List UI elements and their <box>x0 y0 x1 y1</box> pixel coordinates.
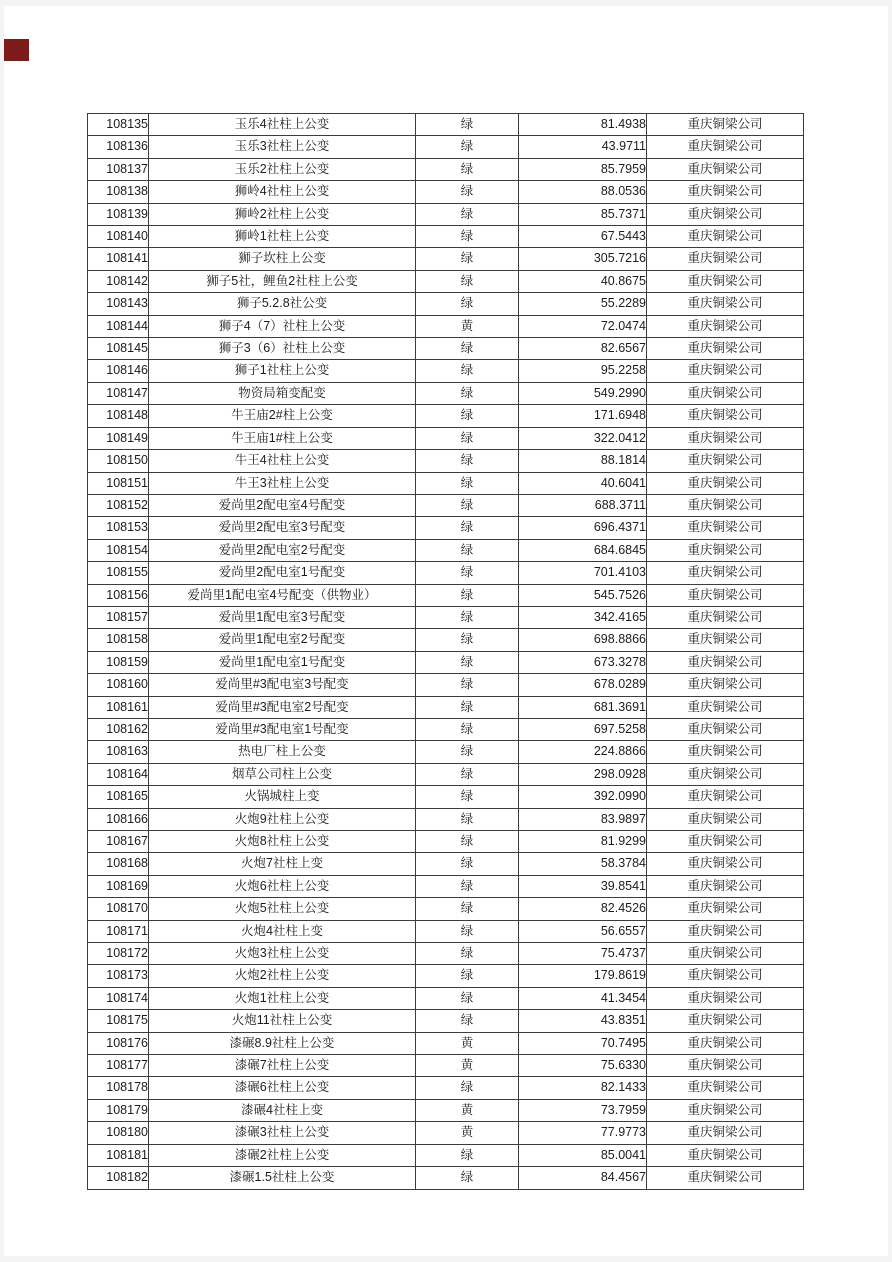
cell-value: 549.2990 <box>519 382 647 404</box>
cell-status: 绿 <box>416 382 519 404</box>
cell-id: 108139 <box>88 203 149 225</box>
cell-value: 95.2258 <box>519 360 647 382</box>
table-row <box>88 584 804 606</box>
cell-value: 83.9897 <box>519 808 647 830</box>
cell-value: 697.5258 <box>519 718 647 740</box>
cell-value: 75.6330 <box>519 1055 647 1077</box>
cell-name: 火锅城柱上变 <box>149 786 416 808</box>
table-row <box>88 696 804 718</box>
cell-value: 305.7216 <box>519 248 647 270</box>
cell-id: 108171 <box>88 920 149 942</box>
cell-value: 75.4737 <box>519 943 647 965</box>
cell-value: 81.9299 <box>519 831 647 853</box>
cell-company: 重庆铜梁公司 <box>647 741 804 763</box>
cell-name: 火炮5社柱上公变 <box>149 898 416 920</box>
cell-id: 108166 <box>88 808 149 830</box>
cell-status: 绿 <box>416 696 519 718</box>
cell-name: 爱尚里#3配电室3号配变 <box>149 674 416 696</box>
cell-name: 狮岭1社柱上公变 <box>149 226 416 248</box>
table-row <box>88 853 804 875</box>
cell-company: 重庆铜梁公司 <box>647 405 804 427</box>
cell-company: 重庆铜梁公司 <box>647 696 804 718</box>
cell-status: 绿 <box>416 360 519 382</box>
cell-status: 绿 <box>416 584 519 606</box>
table-row <box>88 763 804 785</box>
table-row <box>88 382 804 404</box>
cell-name: 火炮9社柱上公变 <box>149 808 416 830</box>
cell-status: 绿 <box>416 875 519 897</box>
corner-marker <box>4 39 29 61</box>
cell-id: 108174 <box>88 987 149 1009</box>
cell-company: 重庆铜梁公司 <box>647 427 804 449</box>
cell-value: 85.7959 <box>519 158 647 180</box>
cell-value: 696.4371 <box>519 517 647 539</box>
cell-company: 重庆铜梁公司 <box>647 1122 804 1144</box>
cell-status: 黄 <box>416 1122 519 1144</box>
cell-id: 108147 <box>88 382 149 404</box>
cell-name: 漆碾7社柱上公变 <box>149 1055 416 1077</box>
table-row <box>88 831 804 853</box>
table-row <box>88 472 804 494</box>
cell-company: 重庆铜梁公司 <box>647 808 804 830</box>
cell-id: 108164 <box>88 763 149 785</box>
cell-name: 狮子5社，鲤鱼2社柱上公变 <box>149 270 416 292</box>
cell-status: 绿 <box>416 763 519 785</box>
cell-status: 绿 <box>416 248 519 270</box>
table-row <box>88 1077 804 1099</box>
cell-name: 爱尚里1配电室2号配变 <box>149 629 416 651</box>
table-row <box>88 674 804 696</box>
cell-value: 179.8619 <box>519 965 647 987</box>
cell-name: 狮子4（7）社柱上公变 <box>149 315 416 337</box>
cell-company: 重庆铜梁公司 <box>647 1032 804 1054</box>
cell-status: 绿 <box>416 786 519 808</box>
cell-id: 108159 <box>88 651 149 673</box>
document-page <box>4 6 888 1256</box>
cell-name: 玉乐2社柱上公变 <box>149 158 416 180</box>
cell-id: 108176 <box>88 1032 149 1054</box>
table-row <box>88 293 804 315</box>
cell-name: 爱尚里#3配电室1号配变 <box>149 718 416 740</box>
table-row <box>88 741 804 763</box>
cell-name: 牛王3社柱上公变 <box>149 472 416 494</box>
cell-status: 绿 <box>416 270 519 292</box>
cell-id: 108142 <box>88 270 149 292</box>
cell-status: 绿 <box>416 943 519 965</box>
cell-status: 绿 <box>416 158 519 180</box>
table-row <box>88 875 804 897</box>
cell-id: 108137 <box>88 158 149 180</box>
cell-status: 绿 <box>416 338 519 360</box>
cell-name: 爱尚里1配电室1号配变 <box>149 651 416 673</box>
cell-status: 绿 <box>416 965 519 987</box>
cell-name: 牛王庙1#柱上公变 <box>149 427 416 449</box>
cell-id: 108160 <box>88 674 149 696</box>
cell-value: 392.0990 <box>519 786 647 808</box>
cell-company: 重庆铜梁公司 <box>647 965 804 987</box>
cell-status: 绿 <box>416 405 519 427</box>
table-row <box>88 517 804 539</box>
cell-company: 重庆铜梁公司 <box>647 136 804 158</box>
cell-value: 85.7371 <box>519 203 647 225</box>
cell-value: 77.9773 <box>519 1122 647 1144</box>
cell-company: 重庆铜梁公司 <box>647 629 804 651</box>
cell-id: 108167 <box>88 831 149 853</box>
table-row <box>88 181 804 203</box>
cell-name: 狮子坎柱上公变 <box>149 248 416 270</box>
cell-status: 绿 <box>416 562 519 584</box>
cell-company: 重庆铜梁公司 <box>647 718 804 740</box>
cell-company: 重庆铜梁公司 <box>647 203 804 225</box>
cell-status: 绿 <box>416 629 519 651</box>
cell-value: 545.7526 <box>519 584 647 606</box>
cell-status: 绿 <box>416 203 519 225</box>
cell-value: 688.3711 <box>519 494 647 516</box>
cell-value: 224.8866 <box>519 741 647 763</box>
cell-id: 108157 <box>88 606 149 628</box>
cell-id: 108162 <box>88 718 149 740</box>
cell-name: 漆碾2社柱上公变 <box>149 1144 416 1166</box>
cell-status: 黄 <box>416 1032 519 1054</box>
cell-status: 绿 <box>416 606 519 628</box>
cell-value: 72.0474 <box>519 315 647 337</box>
cell-company: 重庆铜梁公司 <box>647 875 804 897</box>
cell-id: 108169 <box>88 875 149 897</box>
cell-name: 爱尚里2配电室3号配变 <box>149 517 416 539</box>
cell-name: 爱尚里2配电室4号配变 <box>149 494 416 516</box>
cell-status: 绿 <box>416 450 519 472</box>
cell-id: 108158 <box>88 629 149 651</box>
cell-id: 108148 <box>88 405 149 427</box>
cell-company: 重庆铜梁公司 <box>647 674 804 696</box>
table-row <box>88 987 804 1009</box>
cell-company: 重庆铜梁公司 <box>647 1167 804 1189</box>
cell-value: 88.0536 <box>519 181 647 203</box>
cell-company: 重庆铜梁公司 <box>647 114 804 136</box>
cell-name: 火炮3社柱上公变 <box>149 943 416 965</box>
table-row <box>88 943 804 965</box>
cell-id: 108180 <box>88 1122 149 1144</box>
cell-company: 重庆铜梁公司 <box>647 898 804 920</box>
cell-value: 40.8675 <box>519 270 647 292</box>
table-row <box>88 606 804 628</box>
cell-status: 绿 <box>416 1077 519 1099</box>
cell-name: 爱尚里2配电室2号配变 <box>149 539 416 561</box>
cell-id: 108179 <box>88 1099 149 1121</box>
cell-name: 爱尚里1配电室3号配变 <box>149 606 416 628</box>
cell-company: 重庆铜梁公司 <box>647 158 804 180</box>
cell-company: 重庆铜梁公司 <box>647 248 804 270</box>
cell-id: 108141 <box>88 248 149 270</box>
cell-company: 重庆铜梁公司 <box>647 517 804 539</box>
cell-status: 绿 <box>416 517 519 539</box>
transformer-table-body <box>88 114 804 1190</box>
cell-id: 108151 <box>88 472 149 494</box>
cell-name: 漆碾1.5社柱上公变 <box>149 1167 416 1189</box>
cell-company: 重庆铜梁公司 <box>647 494 804 516</box>
cell-company: 重庆铜梁公司 <box>647 943 804 965</box>
cell-company: 重庆铜梁公司 <box>647 539 804 561</box>
table-row <box>88 1055 804 1077</box>
cell-status: 绿 <box>416 651 519 673</box>
cell-company: 重庆铜梁公司 <box>647 360 804 382</box>
cell-value: 681.3691 <box>519 696 647 718</box>
cell-company: 重庆铜梁公司 <box>647 987 804 1009</box>
cell-status: 绿 <box>416 427 519 449</box>
cell-status: 绿 <box>416 987 519 1009</box>
cell-id: 108153 <box>88 517 149 539</box>
table-row <box>88 203 804 225</box>
cell-id: 108149 <box>88 427 149 449</box>
cell-status: 黄 <box>416 1055 519 1077</box>
cell-id: 108175 <box>88 1010 149 1032</box>
cell-status: 绿 <box>416 494 519 516</box>
cell-status: 绿 <box>416 741 519 763</box>
table-row <box>88 427 804 449</box>
cell-id: 108178 <box>88 1077 149 1099</box>
cell-id: 108168 <box>88 853 149 875</box>
cell-name: 火炮8社柱上公变 <box>149 831 416 853</box>
cell-name: 爱尚里1配电室4号配变（供物业） <box>149 584 416 606</box>
cell-status: 绿 <box>416 1144 519 1166</box>
cell-id: 108161 <box>88 696 149 718</box>
table-row <box>88 920 804 942</box>
cell-value: 82.4526 <box>519 898 647 920</box>
table-row <box>88 226 804 248</box>
cell-company: 重庆铜梁公司 <box>647 315 804 337</box>
table-row <box>88 494 804 516</box>
cell-name: 狮岭2社柱上公变 <box>149 203 416 225</box>
cell-value: 39.8541 <box>519 875 647 897</box>
cell-id: 108146 <box>88 360 149 382</box>
cell-id: 108145 <box>88 338 149 360</box>
cell-name: 狮子5.2.8社公变 <box>149 293 416 315</box>
cell-id: 108150 <box>88 450 149 472</box>
cell-id: 108136 <box>88 136 149 158</box>
cell-id: 108163 <box>88 741 149 763</box>
cell-value: 85.0041 <box>519 1144 647 1166</box>
cell-status: 绿 <box>416 114 519 136</box>
cell-status: 绿 <box>416 293 519 315</box>
cell-company: 重庆铜梁公司 <box>647 270 804 292</box>
cell-company: 重庆铜梁公司 <box>647 472 804 494</box>
cell-id: 108173 <box>88 965 149 987</box>
table-row <box>88 718 804 740</box>
cell-status: 绿 <box>416 831 519 853</box>
cell-value: 171.6948 <box>519 405 647 427</box>
cell-company: 重庆铜梁公司 <box>647 584 804 606</box>
cell-value: 84.4567 <box>519 1167 647 1189</box>
cell-id: 108156 <box>88 584 149 606</box>
cell-name: 火炮7社柱上变 <box>149 853 416 875</box>
cell-value: 70.7495 <box>519 1032 647 1054</box>
cell-value: 322.0412 <box>519 427 647 449</box>
cell-value: 58.3784 <box>519 853 647 875</box>
table-row <box>88 270 804 292</box>
cell-company: 重庆铜梁公司 <box>647 651 804 673</box>
cell-status: 绿 <box>416 226 519 248</box>
cell-value: 81.4938 <box>519 114 647 136</box>
cell-id: 108135 <box>88 114 149 136</box>
table-row <box>88 651 804 673</box>
cell-company: 重庆铜梁公司 <box>647 226 804 248</box>
cell-company: 重庆铜梁公司 <box>647 920 804 942</box>
table-row <box>88 450 804 472</box>
cell-value: 43.8351 <box>519 1010 647 1032</box>
cell-status: 黄 <box>416 315 519 337</box>
cell-value: 56.6557 <box>519 920 647 942</box>
cell-value: 43.9711 <box>519 136 647 158</box>
cell-id: 108152 <box>88 494 149 516</box>
cell-company: 重庆铜梁公司 <box>647 1144 804 1166</box>
table-row <box>88 360 804 382</box>
cell-value: 298.0928 <box>519 763 647 785</box>
cell-status: 绿 <box>416 898 519 920</box>
cell-value: 701.4103 <box>519 562 647 584</box>
transformer-table <box>87 113 804 1190</box>
cell-company: 重庆铜梁公司 <box>647 450 804 472</box>
cell-status: 黄 <box>416 1099 519 1121</box>
cell-status: 绿 <box>416 136 519 158</box>
cell-id: 108155 <box>88 562 149 584</box>
cell-company: 重庆铜梁公司 <box>647 786 804 808</box>
cell-name: 玉乐4社柱上公变 <box>149 114 416 136</box>
cell-id: 108181 <box>88 1144 149 1166</box>
cell-name: 漆碾6社柱上公变 <box>149 1077 416 1099</box>
table-row <box>88 158 804 180</box>
cell-value: 678.0289 <box>519 674 647 696</box>
cell-name: 爱尚里#3配电室2号配变 <box>149 696 416 718</box>
table-row <box>88 539 804 561</box>
cell-name: 狮子3（6）社柱上公变 <box>149 338 416 360</box>
cell-value: 82.6567 <box>519 338 647 360</box>
cell-company: 重庆铜梁公司 <box>647 382 804 404</box>
cell-value: 55.2289 <box>519 293 647 315</box>
cell-name: 火炮1社柱上公变 <box>149 987 416 1009</box>
cell-name: 玉乐3社柱上公变 <box>149 136 416 158</box>
cell-value: 40.6041 <box>519 472 647 494</box>
cell-value: 82.1433 <box>519 1077 647 1099</box>
cell-name: 漆碾8.9社柱上公变 <box>149 1032 416 1054</box>
cell-company: 重庆铜梁公司 <box>647 853 804 875</box>
cell-id: 108170 <box>88 898 149 920</box>
cell-value: 73.7959 <box>519 1099 647 1121</box>
table-row <box>88 965 804 987</box>
cell-value: 698.8866 <box>519 629 647 651</box>
table-row <box>88 1122 804 1144</box>
table-row <box>88 136 804 158</box>
cell-status: 绿 <box>416 472 519 494</box>
cell-id: 108172 <box>88 943 149 965</box>
table-row <box>88 315 804 337</box>
cell-company: 重庆铜梁公司 <box>647 763 804 785</box>
cell-status: 绿 <box>416 1010 519 1032</box>
cell-company: 重庆铜梁公司 <box>647 1077 804 1099</box>
table-row <box>88 786 804 808</box>
table-row <box>88 1144 804 1166</box>
cell-name: 烟草公司柱上公变 <box>149 763 416 785</box>
cell-company: 重庆铜梁公司 <box>647 338 804 360</box>
cell-name: 热电厂柱上公变 <box>149 741 416 763</box>
cell-name: 狮岭4社柱上公变 <box>149 181 416 203</box>
cell-value: 673.3278 <box>519 651 647 673</box>
table-row <box>88 114 804 136</box>
cell-value: 88.1814 <box>519 450 647 472</box>
cell-id: 108140 <box>88 226 149 248</box>
cell-status: 绿 <box>416 674 519 696</box>
cell-name: 物资局箱变配变 <box>149 382 416 404</box>
cell-company: 重庆铜梁公司 <box>647 1055 804 1077</box>
cell-name: 火炮2社柱上公变 <box>149 965 416 987</box>
cell-name: 牛王庙2#柱上公变 <box>149 405 416 427</box>
cell-name: 牛王4社柱上公变 <box>149 450 416 472</box>
cell-name: 火炮6社柱上公变 <box>149 875 416 897</box>
table-row <box>88 629 804 651</box>
table-row <box>88 1010 804 1032</box>
table-row <box>88 898 804 920</box>
cell-status: 绿 <box>416 539 519 561</box>
cell-id: 108165 <box>88 786 149 808</box>
cell-company: 重庆铜梁公司 <box>647 1099 804 1121</box>
cell-name: 狮子1社柱上公变 <box>149 360 416 382</box>
table-row <box>88 338 804 360</box>
cell-company: 重庆铜梁公司 <box>647 1010 804 1032</box>
cell-company: 重庆铜梁公司 <box>647 562 804 584</box>
cell-name: 漆碾4社柱上变 <box>149 1099 416 1121</box>
table-row <box>88 1099 804 1121</box>
cell-id: 108144 <box>88 315 149 337</box>
cell-status: 绿 <box>416 808 519 830</box>
cell-name: 火炮11社柱上公变 <box>149 1010 416 1032</box>
cell-id: 108182 <box>88 1167 149 1189</box>
cell-value: 67.5443 <box>519 226 647 248</box>
cell-status: 绿 <box>416 718 519 740</box>
cell-name: 爱尚里2配电室1号配变 <box>149 562 416 584</box>
cell-status: 绿 <box>416 920 519 942</box>
cell-value: 41.3454 <box>519 987 647 1009</box>
cell-status: 绿 <box>416 853 519 875</box>
cell-id: 108138 <box>88 181 149 203</box>
table-row <box>88 248 804 270</box>
cell-company: 重庆铜梁公司 <box>647 181 804 203</box>
cell-id: 108177 <box>88 1055 149 1077</box>
cell-status: 绿 <box>416 1167 519 1189</box>
cell-name: 漆碾3社柱上公变 <box>149 1122 416 1144</box>
table-row <box>88 1032 804 1054</box>
table-row <box>88 405 804 427</box>
cell-id: 108154 <box>88 539 149 561</box>
cell-name: 火炮4社柱上变 <box>149 920 416 942</box>
cell-value: 342.4165 <box>519 606 647 628</box>
table-row <box>88 562 804 584</box>
cell-company: 重庆铜梁公司 <box>647 606 804 628</box>
cell-id: 108143 <box>88 293 149 315</box>
cell-company: 重庆铜梁公司 <box>647 831 804 853</box>
table-row <box>88 1167 804 1189</box>
cell-value: 684.6845 <box>519 539 647 561</box>
table-row <box>88 808 804 830</box>
cell-company: 重庆铜梁公司 <box>647 293 804 315</box>
cell-status: 绿 <box>416 181 519 203</box>
